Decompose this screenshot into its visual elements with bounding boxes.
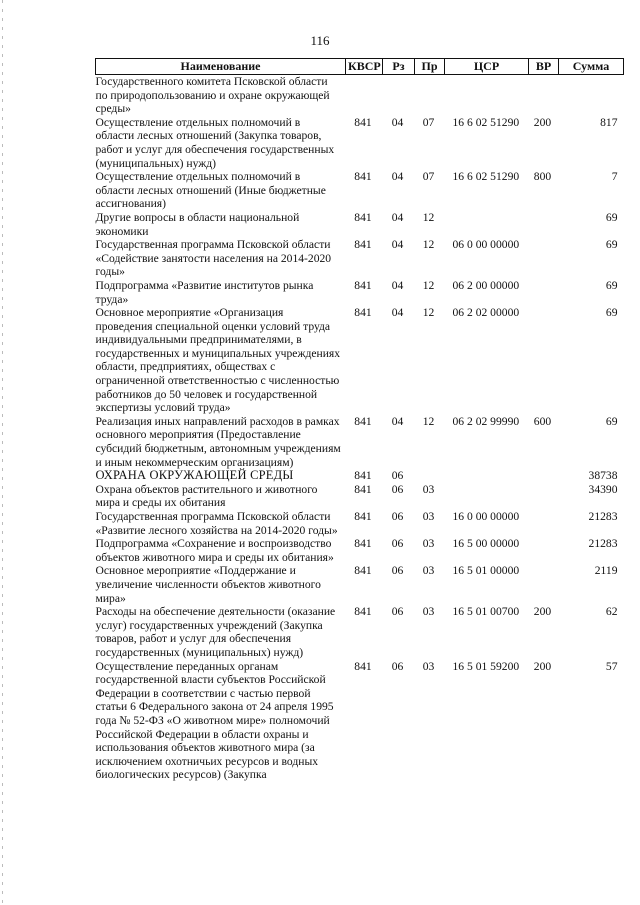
row-sum <box>559 75 624 116</box>
row-vr <box>529 279 559 306</box>
header-vr: ВР <box>529 59 559 75</box>
row-sum: 7 <box>611 170 618 184</box>
row-pr: 12 <box>422 306 435 320</box>
row-vr <box>529 564 559 605</box>
row-name: Реализация иных направлений расходов в рамках основного мероприятия (Предоставление субсидий бюджетным, автономным учреждениям и иным некоммерческим организациям) <box>95 414 341 469</box>
row-sum: 34390 <box>588 482 618 496</box>
row-rz: 06 <box>391 659 404 673</box>
row-vr <box>529 537 559 564</box>
page-number: 116 <box>310 33 330 48</box>
row-kvsr: 841 <box>354 564 372 578</box>
row-sum: 69 <box>605 238 618 252</box>
row-kvsr: 841 <box>354 537 372 551</box>
row-name: ОХРАНА ОКРУЖАЮЩЕЙ СРЕДЫ <box>95 468 294 483</box>
row-vr <box>529 211 559 238</box>
row-csr <box>445 211 529 238</box>
row-pr: 03 <box>422 605 435 619</box>
row-csr <box>445 483 529 510</box>
row-csr: 06 2 02 00000 <box>452 306 520 320</box>
row-kvsr: 841 <box>354 605 372 619</box>
table-row <box>96 564 624 605</box>
row-rz: 04 <box>391 238 404 252</box>
row-pr: 12 <box>422 238 435 252</box>
row-vr <box>529 306 559 415</box>
row-kvsr: 841 <box>354 414 372 428</box>
table-row <box>96 660 624 782</box>
row-csr: 16 6 02 51290 <box>452 170 520 184</box>
row-name: Другие вопросы в области национальной экономики <box>95 210 300 238</box>
table-row <box>96 238 624 279</box>
row-rz: 04 <box>391 278 404 292</box>
row-csr: 06 2 02 99990 <box>452 414 520 428</box>
row-name: Подпрограмма «Развитие институтов рынка труда» <box>95 278 314 306</box>
row-vr: 600 <box>533 414 552 428</box>
row-pr: 03 <box>422 537 435 551</box>
row-name: Осуществление отдельных полномочий в области лесных отношений (Иные бюджетные ассигнования) <box>95 170 326 211</box>
row-kvsr: 841 <box>354 469 372 483</box>
header-csr: ЦСР <box>445 59 529 75</box>
row-pr: 07 <box>422 115 435 129</box>
row-name: Охрана объектов растительного и животного мира и среды их обитания <box>95 482 318 510</box>
row-pr <box>415 75 445 116</box>
row-pr: 07 <box>422 170 435 184</box>
row-sum: 2119 <box>594 564 618 578</box>
scan-edge <box>2 0 3 905</box>
row-sum: 817 <box>600 115 618 129</box>
row-name: Расходы на обеспечение деятельности (оказание услуг) государственных учреждений (Закупка товаров, работ и услуг для обеспечения государственных (муниципальных) нужд) <box>95 605 336 659</box>
table-header-row <box>96 59 624 75</box>
budget-table <box>95 58 624 782</box>
table-row <box>96 469 624 483</box>
row-kvsr: 841 <box>354 659 372 673</box>
row-kvsr: 841 <box>354 238 372 252</box>
row-pr: 12 <box>422 278 435 292</box>
row-rz: 04 <box>391 170 404 184</box>
row-rz: 06 <box>391 564 404 578</box>
row-sum: 21283 <box>588 510 618 523</box>
row-sum: 69 <box>605 306 618 320</box>
row-vr: 200 <box>533 605 552 619</box>
table-row <box>96 116 624 170</box>
row-sum: 62 <box>605 605 618 619</box>
row-name: Государственная программа Псковской области «Развитие лесного хозяйства на 2014-2020 годы» <box>95 510 338 537</box>
row-kvsr <box>346 75 383 116</box>
row-rz: 06 <box>391 482 404 496</box>
row-csr: 16 0 00 00000 <box>452 510 520 523</box>
row-pr: 03 <box>422 510 435 523</box>
row-vr <box>529 469 559 483</box>
header-rz: Рз <box>383 59 415 75</box>
row-pr: 12 <box>422 210 435 224</box>
row-vr <box>529 483 559 510</box>
row-csr: 16 5 01 59200 <box>452 659 520 673</box>
row-kvsr: 841 <box>354 210 372 224</box>
row-name: Подпрограмма «Сохранение и воспроизводство объектов животного мира и среды их обитания» <box>95 537 334 564</box>
row-csr <box>445 469 529 483</box>
row-rz: 04 <box>391 414 404 428</box>
row-rz: 06 <box>391 605 404 619</box>
row-sum: 21283 <box>588 537 618 551</box>
row-sum: 69 <box>605 210 618 224</box>
row-name: Государственная программа Псковской области «Содействие занятости населения на 2014-2020 годы» <box>95 238 332 279</box>
row-rz: 04 <box>391 306 404 320</box>
row-vr <box>529 510 559 537</box>
row-csr <box>445 75 529 116</box>
row-csr: 16 5 01 00700 <box>452 605 520 619</box>
table-row <box>96 75 624 116</box>
header-sum: Сумма <box>559 59 624 75</box>
row-vr: 200 <box>533 659 552 673</box>
row-name: Осуществление переданных органам государственной власти субъектов Российской Федерации в соответствии с частью первой статьи 6 Федерального закона от 24 апреля 1995 года № 52-ФЗ «О животном мире» полномочий Российской Федерации в области охраны и использования объектов животного мира (за исключением охотничьих ресурсов и водных биологических ресурсов) (Закупка <box>95 659 334 782</box>
row-pr: 12 <box>422 414 435 428</box>
row-kvsr: 841 <box>354 482 372 496</box>
table-row <box>96 510 624 537</box>
row-sum: 38738 <box>588 469 618 483</box>
row-kvsr: 841 <box>354 115 372 129</box>
table-row <box>96 170 624 211</box>
row-rz: 04 <box>391 115 404 129</box>
row-kvsr: 841 <box>354 306 372 320</box>
row-pr: 03 <box>422 659 435 673</box>
row-name: Осуществление отдельных полномочий в области лесных отношений (Закупка товаров, работ и услуг для обеспечения государственных (муниципальных) нужд) <box>95 115 335 170</box>
row-rz: 04 <box>391 210 404 224</box>
row-csr: 16 6 02 51290 <box>452 115 520 129</box>
row-sum: 69 <box>605 278 618 292</box>
row-name: Государственного комитета Псковской области по природопользованию и охране окружающей среды» <box>95 75 330 116</box>
row-kvsr: 841 <box>354 170 372 184</box>
table-row <box>96 279 624 306</box>
table-row <box>96 483 624 510</box>
header-kvsr: КВСР <box>346 59 383 75</box>
row-vr <box>529 75 559 116</box>
row-vr: 200 <box>533 115 552 129</box>
row-csr: 06 0 00 00000 <box>452 238 520 252</box>
table-row <box>96 211 624 238</box>
table-row <box>96 605 624 659</box>
row-rz <box>383 75 415 116</box>
row-vr <box>529 238 559 279</box>
row-sum: 57 <box>605 659 618 673</box>
table-row <box>96 537 624 564</box>
row-vr: 800 <box>533 170 552 184</box>
row-name: Основное мероприятие «Организация проведения специальной оценки условий труда индивидуальными предпринимателями, в государственных и муниципальных учреждениях области, предприятиях, обществах с ограниченной ответственностью с численностью работников до 50 человек и государственной экспертизы условий труда» <box>95 306 341 415</box>
row-name: Основное мероприятие «Поддержание и увеличение численности объектов животного мира» <box>95 564 321 605</box>
header-pr: Пр <box>415 59 445 75</box>
row-pr: 03 <box>422 482 435 496</box>
header-name: Наименование <box>96 59 346 75</box>
row-rz: 06 <box>391 469 404 483</box>
row-csr: 06 2 00 00000 <box>452 278 520 292</box>
row-csr: 16 5 01 00000 <box>452 564 520 578</box>
row-kvsr: 841 <box>354 278 372 292</box>
row-sum: 69 <box>605 414 618 428</box>
table-row <box>96 415 624 469</box>
row-rz: 06 <box>391 537 404 551</box>
row-pr: 03 <box>422 564 435 578</box>
row-rz: 06 <box>391 510 404 523</box>
row-kvsr: 841 <box>354 510 372 523</box>
row-pr <box>415 469 445 483</box>
row-csr: 16 5 00 00000 <box>452 537 520 551</box>
table-row <box>96 306 624 415</box>
